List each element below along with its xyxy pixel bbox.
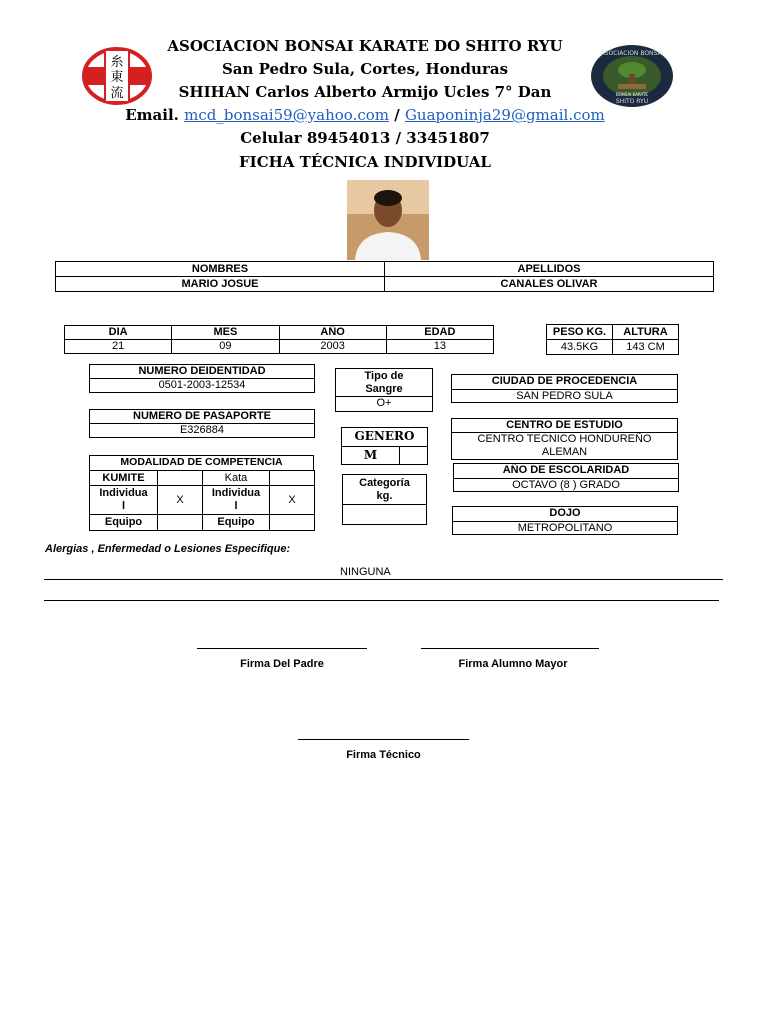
apellidos-header: APELLIDOS (385, 262, 714, 277)
allergies-value: NINGUNA (340, 566, 391, 578)
shihan-name: SHIHAN Carlos Alberto Armijo Ucles 7° Dan (178, 83, 552, 101)
body-table (546, 324, 679, 355)
kumite-individual-a: Individua (99, 487, 148, 499)
father-signature-line (197, 648, 367, 649)
kata-header: Kata (203, 471, 270, 486)
logo-glyph-3: 流 (110, 86, 124, 101)
kata-individual-a: Individua (211, 487, 261, 499)
email-link-2[interactable]: Guaponinja29@gmail.com (404, 106, 605, 124)
tech-signature-line (298, 739, 469, 740)
allergies-line-2 (44, 600, 719, 601)
peso-value: 43.5KG (547, 340, 613, 355)
dia-value: 21 (65, 340, 172, 354)
kumite-individual-b: l (121, 500, 126, 512)
edad-header: EDAD (386, 326, 493, 340)
altura-value: 143 CM (613, 340, 679, 355)
birth-table (64, 325, 494, 354)
kumite-header: KUMITE (90, 471, 158, 486)
category-label-line1: Categoría (359, 477, 410, 489)
empty-cell (270, 471, 315, 486)
student-signature-line (421, 648, 599, 649)
school-value-line1: CENTRO TECNICO HONDUREÑO (477, 433, 652, 445)
city-box (451, 374, 678, 403)
blood-value: O+ (376, 397, 392, 409)
email-link-1[interactable]: mcd_bonsai59@yahoo.com (184, 106, 389, 124)
school-value-line2: ALEMAN (541, 446, 588, 458)
competition-label: MODALIDAD DE COMPETENCIA (120, 456, 283, 468)
dia-header: DIA (65, 326, 172, 340)
passport-value: E326884 (179, 424, 225, 436)
dojo-value: METROPOLITANO (517, 522, 613, 534)
identity-value: 0501-2003-12534 (158, 379, 246, 391)
father-signature-label: Firma Del Padre (240, 658, 324, 670)
gender-box (341, 427, 428, 465)
empty-cell (158, 471, 203, 486)
email-separator: / (394, 106, 400, 124)
kumite-individual-mark: X (158, 486, 203, 515)
nombres-header: NOMBRES (56, 262, 385, 277)
apellidos-value: CANALES OLIVAR (385, 277, 714, 292)
student-signature-label: Firma Alumno Mayor (458, 658, 568, 670)
mes-header: MES (172, 326, 279, 340)
dojo-box (452, 506, 678, 535)
empty-cell (270, 515, 315, 531)
phone-line: Celular 89454013 / 33451807 (240, 129, 490, 147)
kumite-equipo: Equipo (90, 515, 158, 531)
association-name: ASOCIACION BONSAI KARATE DO SHITO RYU (167, 37, 563, 55)
grade-label: AÑO DE ESCOLARIDAD (454, 464, 678, 479)
passport-box (89, 409, 315, 438)
city-label: CIUDAD DE PROCEDENCIA (452, 375, 677, 390)
gender-empty-cell (400, 447, 427, 465)
grade-value: OCTAVO (8 ) GRADO (512, 479, 620, 491)
competition-table (89, 470, 315, 531)
allergies-label: Alergias , Enfermedad o Lesiones Especifique: (45, 543, 291, 555)
anio-value: 2003 (279, 340, 386, 354)
altura-header: ALTURA (613, 325, 679, 340)
allergies-line-1 (44, 579, 723, 580)
peso-header: PESO KG. (547, 325, 613, 340)
category-box (342, 474, 427, 525)
logo-glyph-2: 東 (110, 70, 124, 85)
anio-header: AÑO (279, 326, 386, 340)
identity-label: NUMERO DEIDENTIDAD (90, 365, 314, 379)
competition-box (89, 455, 314, 471)
identity-box (89, 364, 315, 393)
logo-center-text: BONSAI KARATE (616, 92, 648, 97)
empty-cell (158, 515, 203, 531)
grade-box (453, 463, 679, 492)
category-label-line2: kg. (376, 490, 393, 502)
location: San Pedro Sula, Cortes, Honduras (221, 60, 509, 78)
email-line (0, 106, 730, 124)
category-value (343, 505, 426, 524)
kata-individual-b: l (234, 500, 238, 512)
logo-ring-top: ASOCIACION BONSAI (600, 50, 664, 57)
dojo-label: DOJO (453, 507, 677, 522)
kata-equipo: Equipo (203, 515, 270, 531)
school-box (451, 418, 678, 460)
blood-type-box (335, 368, 433, 412)
student-photo (347, 180, 429, 260)
passport-label: NUMERO DE PASAPORTE (90, 410, 314, 424)
names-table (55, 261, 714, 292)
logo-ring-bottom: SHITO RYU (615, 98, 649, 105)
gender-value: M (342, 447, 400, 465)
form-title: FICHA TÉCNICA INDIVIDUAL (239, 153, 491, 171)
email-label: Email. (125, 106, 179, 124)
kata-individual-mark: X (270, 486, 315, 515)
gender-label: GENERO (342, 428, 427, 447)
blood-label-line1: Tipo de (364, 370, 404, 382)
tech-signature-label: Firma Técnico (346, 749, 421, 761)
blood-label-line2: Sangre (365, 383, 403, 395)
mes-value: 09 (172, 340, 279, 354)
nombres-value: MARIO JOSUE (56, 277, 385, 292)
logo-glyph-1: 糸 (110, 55, 124, 70)
school-label: CENTRO DE ESTUDIO (452, 419, 677, 433)
city-value: SAN PEDRO SULA (516, 390, 613, 402)
edad-value: 13 (386, 340, 493, 354)
